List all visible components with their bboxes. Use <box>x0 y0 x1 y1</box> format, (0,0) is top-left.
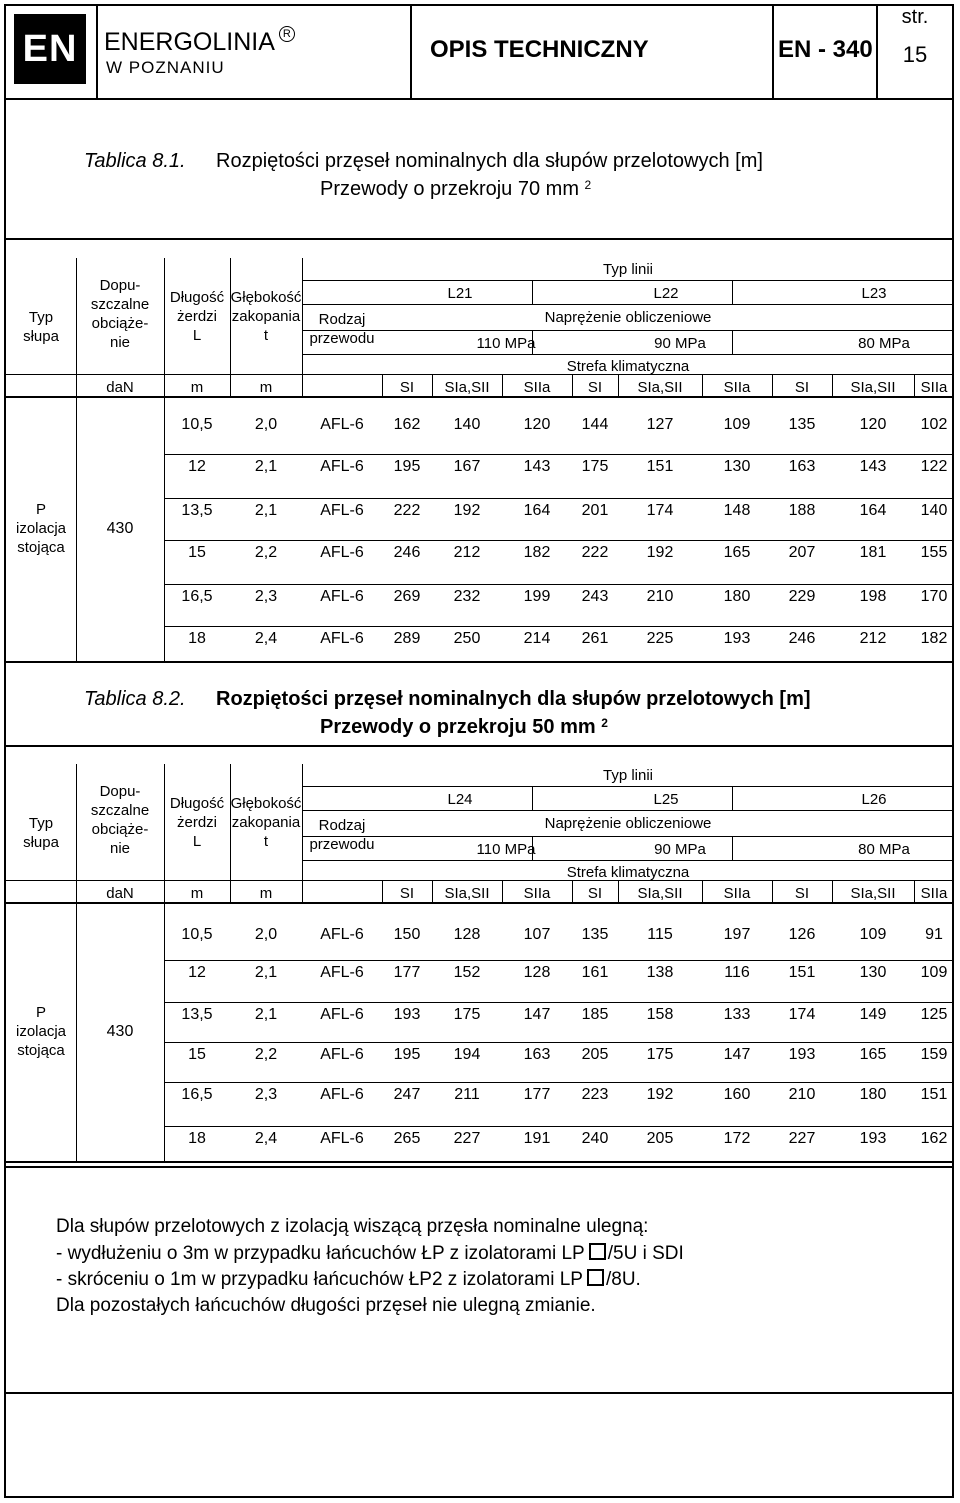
row-rule <box>164 584 954 585</box>
row-load: 430 <box>106 520 134 537</box>
header-strefa: Strefa klimatyczna <box>566 358 690 375</box>
table-cell: 152 <box>453 964 481 981</box>
col-glebokosc: Głębokość zakopania t <box>230 795 302 850</box>
table-bottom-rule <box>6 661 954 663</box>
header-divider <box>410 4 412 98</box>
table-cell: 198 <box>859 588 887 605</box>
table-cell: 214 <box>523 630 551 647</box>
table-cell: 163 <box>788 458 816 475</box>
note-line-2: - wydłużeniu o 3m w przypadku łańcuchów ŁP z izolatorami LP /5U i SDI <box>56 1243 684 1264</box>
table2-subtitle: Przewody o przekroju 50 mm $^2$ <box>320 716 608 738</box>
line-type-2: L25 <box>653 791 679 808</box>
table-cell: 2,1 <box>254 458 278 475</box>
table-cell: 130 <box>723 458 751 475</box>
table-cell: 127 <box>646 416 674 433</box>
header-rule <box>302 354 954 355</box>
unit-m: m <box>190 379 204 396</box>
row-group-label: P izolacja stojąca <box>15 1004 67 1059</box>
table-cell: 222 <box>581 544 609 561</box>
header-naprezenie: Naprężenie obliczeniowe <box>544 815 712 832</box>
zone-label: SIa,SII <box>850 885 896 902</box>
zone-label: SIa,SII <box>637 885 683 902</box>
column-rule <box>532 786 533 810</box>
zone-label: SIIa <box>920 379 948 396</box>
table-cell: 151 <box>920 1086 948 1103</box>
table-cell: 223 <box>581 1086 609 1103</box>
header-rule <box>302 330 954 331</box>
header-rule <box>302 786 954 787</box>
table-cell: 162 <box>920 1130 948 1147</box>
zone-label: SIIa <box>723 379 751 396</box>
zone-label: SIIa <box>920 885 948 902</box>
table-cell: 126 <box>788 926 816 943</box>
table-cell: 18 <box>188 630 206 647</box>
table-cell: 12 <box>188 964 206 981</box>
row-rule <box>164 1042 954 1043</box>
table-cell: 205 <box>646 1130 674 1147</box>
table1-label: Tablica 8.1. <box>84 150 186 172</box>
table-cell: 130 <box>859 964 887 981</box>
table-cell: 18 <box>188 1130 206 1147</box>
table-cell: 229 <box>788 588 816 605</box>
unit-dan: daN <box>106 379 134 396</box>
table-cell: 227 <box>788 1130 816 1147</box>
table-cell: 120 <box>859 416 887 433</box>
zone-label: SIa,SII <box>850 379 896 396</box>
zone-label: SIa,SII <box>444 885 490 902</box>
table-cell: 194 <box>453 1046 481 1063</box>
table-cell: 172 <box>723 1130 751 1147</box>
company-name <box>104 28 295 57</box>
table-cell: 12 <box>188 458 206 475</box>
row-rule <box>164 454 954 455</box>
table-cell: 210 <box>788 1086 816 1103</box>
header-rule <box>302 810 954 811</box>
mpa-2: 90 MPa <box>654 335 706 352</box>
table-cell: 128 <box>523 964 551 981</box>
table-cell: 175 <box>646 1046 674 1063</box>
table-cell: 192 <box>453 502 481 519</box>
col-glebokosc: Głębokość zakopania t <box>230 289 302 344</box>
row-rule <box>164 540 954 541</box>
zone-label: SI <box>399 379 415 396</box>
col-dlugosc: Długość żerdzi L <box>169 795 225 850</box>
table-cell: 109 <box>859 926 887 943</box>
table-cell: 289 <box>393 630 421 647</box>
table-cell: 151 <box>788 964 816 981</box>
row-rule <box>164 1082 954 1083</box>
zone-label: SI <box>794 885 810 902</box>
header-rule <box>302 860 954 861</box>
logo-text: EN <box>22 27 78 70</box>
table-cell: 212 <box>453 544 481 561</box>
document-number: EN - 340 <box>778 36 873 63</box>
table-cell: 161 <box>581 964 609 981</box>
table-bottom-rule <box>6 1161 954 1163</box>
table-cell: AFL-6 <box>320 964 364 981</box>
table-cell: 170 <box>920 588 948 605</box>
table-cell: 193 <box>788 1046 816 1063</box>
table-cell: 195 <box>393 458 421 475</box>
table-cell: 102 <box>920 416 948 433</box>
header-typ-linii: Typ linii <box>602 261 654 278</box>
row-load: 430 <box>106 1023 134 1040</box>
table-cell: 2,1 <box>254 964 278 981</box>
table-cell: 192 <box>646 1086 674 1103</box>
header-divider <box>876 4 878 98</box>
table-cell: 193 <box>723 630 751 647</box>
table-cell: 167 <box>453 458 481 475</box>
header-bottom-rule <box>4 98 954 100</box>
table1 <box>6 258 956 662</box>
line-type-3: L23 <box>861 285 887 302</box>
table-cell: 164 <box>523 502 551 519</box>
table-cell: 211 <box>454 1086 480 1103</box>
table2-title: Rozpiętości przęseł nominalnych dla słupów przelotowych [m] <box>216 688 811 710</box>
zone-label: SIIa <box>523 885 551 902</box>
zone-label: SI <box>587 379 603 396</box>
zone-label: SI <box>399 885 415 902</box>
table-cell: 2,4 <box>254 1130 278 1147</box>
mpa-2: 90 MPa <box>654 841 706 858</box>
notes-top-rule <box>4 1166 954 1168</box>
table-cell: 182 <box>523 544 551 561</box>
zone-label: SIIa <box>723 885 751 902</box>
table-cell: 181 <box>859 544 887 561</box>
header-divider <box>772 4 774 98</box>
table-cell: AFL-6 <box>320 588 364 605</box>
table-cell: 15 <box>188 1046 206 1063</box>
table-cell: 2,4 <box>254 630 278 647</box>
page-label: str. <box>901 6 929 28</box>
table-cell: 149 <box>859 1006 887 1023</box>
table-cell: 160 <box>723 1086 751 1103</box>
table-cell: 177 <box>393 964 421 981</box>
table-cell: 140 <box>920 502 948 519</box>
table-cell: 147 <box>523 1006 551 1023</box>
square-symbol-icon <box>587 1269 604 1286</box>
table-cell: 261 <box>581 630 609 647</box>
table-cell: 175 <box>453 1006 481 1023</box>
table-cell: 148 <box>723 502 751 519</box>
table-cell: 193 <box>859 1130 887 1147</box>
table-cell: AFL-6 <box>320 544 364 561</box>
mpa-3: 80 MPa <box>858 335 910 352</box>
table-cell: 164 <box>859 502 887 519</box>
table-cell: 116 <box>724 964 750 981</box>
col-rodzaj: Rodzaj przewodu <box>309 817 375 853</box>
company-logo <box>14 14 86 84</box>
table-cell: 2,1 <box>254 502 278 519</box>
table-cell: 144 <box>581 416 609 433</box>
notes-bottom-rule <box>4 1392 954 1394</box>
table-cell: 222 <box>393 502 421 519</box>
table-cell: 227 <box>453 1130 481 1147</box>
table-cell: AFL-6 <box>320 1046 364 1063</box>
row-rule <box>164 1002 954 1003</box>
note-line-3: - skróceniu o 1m w przypadku łańcuchów ŁP2 z izolatorami LP /8U. <box>56 1269 641 1290</box>
table-cell: 147 <box>723 1046 751 1063</box>
table-cell: 2,2 <box>254 544 278 561</box>
table-cell: 107 <box>523 926 551 943</box>
header-rule <box>302 304 954 305</box>
table-cell: 192 <box>646 544 674 561</box>
table-cell: 269 <box>393 588 421 605</box>
table-cell: 193 <box>393 1006 421 1023</box>
table-cell: AFL-6 <box>320 926 364 943</box>
line-type-1: L24 <box>447 791 473 808</box>
table-cell: 133 <box>723 1006 751 1023</box>
note-line-4: Dla pozostałych łańcuchów długości przęseł nie ulegną zmianie. <box>56 1295 596 1316</box>
col-obciazenie: Dopu- szczalne obciąże- nie <box>90 277 150 351</box>
table-cell: 109 <box>723 416 751 433</box>
column-rule <box>302 880 303 902</box>
zone-label: SI <box>587 885 603 902</box>
table-cell: 250 <box>453 630 481 647</box>
unit-m: m <box>190 885 204 902</box>
table-cell: 122 <box>920 458 948 475</box>
column-rule <box>532 280 533 304</box>
header-divider <box>96 4 98 98</box>
table-cell: 138 <box>646 964 674 981</box>
table-cell: 232 <box>453 588 481 605</box>
table-cell: 128 <box>453 926 481 943</box>
table-cell: 158 <box>646 1006 674 1023</box>
table-cell: AFL-6 <box>320 1006 364 1023</box>
table-cell: 16,5 <box>181 588 213 605</box>
column-rule <box>732 786 733 810</box>
table-cell: 143 <box>859 458 887 475</box>
table-cell: 197 <box>723 926 751 943</box>
table-cell: 246 <box>788 630 816 647</box>
table-cell: AFL-6 <box>320 1130 364 1147</box>
table2-top-rule <box>4 745 954 747</box>
zone-label: SIIa <box>523 379 551 396</box>
header-typ-linii: Typ linii <box>602 767 654 784</box>
table-cell: 150 <box>393 926 421 943</box>
table-cell: 199 <box>523 588 551 605</box>
table-cell: 265 <box>393 1130 421 1147</box>
table-cell: 13,5 <box>181 502 213 519</box>
row-rule <box>164 498 954 499</box>
table-cell: 162 <box>393 416 421 433</box>
col-obciazenie: Dopu- szczalne obciąże- nie <box>90 783 150 857</box>
table-cell: 201 <box>581 502 609 519</box>
table-cell: AFL-6 <box>320 458 364 475</box>
table-cell: 115 <box>647 926 673 943</box>
header-strefa: Strefa klimatyczna <box>566 864 690 881</box>
table-cell: 163 <box>523 1046 551 1063</box>
table-cell: AFL-6 <box>320 416 364 433</box>
table-cell: 2,1 <box>254 1006 278 1023</box>
square-symbol-icon <box>589 1243 606 1260</box>
table-cell: 15 <box>188 544 206 561</box>
column-rule <box>732 280 733 304</box>
table-cell: 13,5 <box>181 1006 213 1023</box>
table-cell: 210 <box>646 588 674 605</box>
header-rule <box>302 280 954 281</box>
table-cell: 247 <box>393 1086 421 1103</box>
company-city: W POZNANIU <box>106 58 225 77</box>
unit-m: m <box>259 379 273 396</box>
table1-subtitle: Przewody o przekroju 70 mm $^2$ <box>320 178 592 200</box>
table-cell: AFL-6 <box>320 502 364 519</box>
col-rodzaj: Rodzaj przewodu <box>309 311 375 347</box>
table-cell: AFL-6 <box>320 1086 364 1103</box>
table-cell: 188 <box>788 502 816 519</box>
table-cell: 175 <box>581 458 609 475</box>
table-cell: 155 <box>920 544 948 561</box>
table-cell: 246 <box>393 544 421 561</box>
note-line-1: Dla słupów przelotowych z izolacją wiszącą przęsła nominalne ulegną: <box>56 1216 649 1237</box>
table-cell: 195 <box>393 1046 421 1063</box>
table-cell: 135 <box>581 926 609 943</box>
table-cell: 174 <box>788 1006 816 1023</box>
zone-label: SIa,SII <box>637 379 683 396</box>
registered-mark: R <box>279 26 295 42</box>
table-cell: AFL-6 <box>320 630 364 647</box>
line-type-2: L22 <box>653 285 679 302</box>
table-cell: 182 <box>920 630 948 647</box>
table-cell: 2,2 <box>254 1046 278 1063</box>
mpa-3: 80 MPa <box>858 841 910 858</box>
col-dlugosc: Długość żerdzi L <box>169 289 225 344</box>
col-typ-slupa: Typ słupa <box>23 815 59 851</box>
zone-label: SI <box>794 379 810 396</box>
row-group-label: P izolacja stojąca <box>15 501 67 556</box>
zone-label: SIa,SII <box>444 379 490 396</box>
table-cell: 180 <box>723 588 751 605</box>
header-rule <box>302 836 954 837</box>
table-cell: 125 <box>920 1006 948 1023</box>
unit-m: m <box>259 885 273 902</box>
table-cell: 159 <box>920 1046 948 1063</box>
table2 <box>6 764 956 1162</box>
table-cell: 177 <box>523 1086 551 1103</box>
table-cell: 191 <box>523 1130 551 1147</box>
table-cell: 212 <box>859 630 887 647</box>
col-typ-slupa: Typ słupa <box>23 309 59 345</box>
document-title: OPIS TECHNICZNY <box>430 36 649 63</box>
table-cell: 120 <box>523 416 551 433</box>
column-rule <box>302 374 303 396</box>
table-cell: 185 <box>581 1006 609 1023</box>
table-cell: 140 <box>453 416 481 433</box>
unit-dan: daN <box>106 885 134 902</box>
mpa-1: 110 MPa <box>476 841 536 858</box>
page-number: 15 <box>902 42 928 67</box>
row-rule <box>164 1126 954 1127</box>
line-type-3: L26 <box>861 791 887 808</box>
table-cell: 174 <box>646 502 674 519</box>
table-cell: 151 <box>646 458 674 475</box>
table-cell: 165 <box>723 544 751 561</box>
table-cell: 109 <box>920 964 948 981</box>
table-cell: 10,5 <box>181 416 213 433</box>
line-type-1: L21 <box>447 285 473 302</box>
table-cell: 135 <box>788 416 816 433</box>
row-rule <box>164 626 954 627</box>
table-cell: 2,3 <box>254 1086 278 1103</box>
table-cell: 2,0 <box>254 926 278 943</box>
table2-label: Tablica 8.2. <box>84 688 186 710</box>
mpa-1: 110 MPa <box>476 335 536 352</box>
table-cell: 165 <box>859 1046 887 1063</box>
table-cell: 91 <box>925 926 943 943</box>
column-rule <box>164 398 165 662</box>
table-cell: 143 <box>523 458 551 475</box>
table1-title: Rozpiętości przęseł nominalnych dla słupów przelotowych [m] <box>216 150 763 172</box>
table-cell: 16,5 <box>181 1086 213 1103</box>
table-cell: 243 <box>581 588 609 605</box>
table-cell: 10,5 <box>181 926 213 943</box>
table1-top-rule <box>4 238 954 240</box>
row-rule <box>164 960 954 961</box>
header-naprezenie: Naprężenie obliczeniowe <box>544 309 712 326</box>
table-cell: 2,3 <box>254 588 278 605</box>
table-cell: 180 <box>859 1086 887 1103</box>
table-cell: 2,0 <box>254 416 278 433</box>
table-cell: 207 <box>788 544 816 561</box>
table-cell: 240 <box>581 1130 609 1147</box>
table-cell: 205 <box>581 1046 609 1063</box>
company-name-text: ENERGOLINIA <box>104 28 275 56</box>
table-cell: 225 <box>646 630 674 647</box>
